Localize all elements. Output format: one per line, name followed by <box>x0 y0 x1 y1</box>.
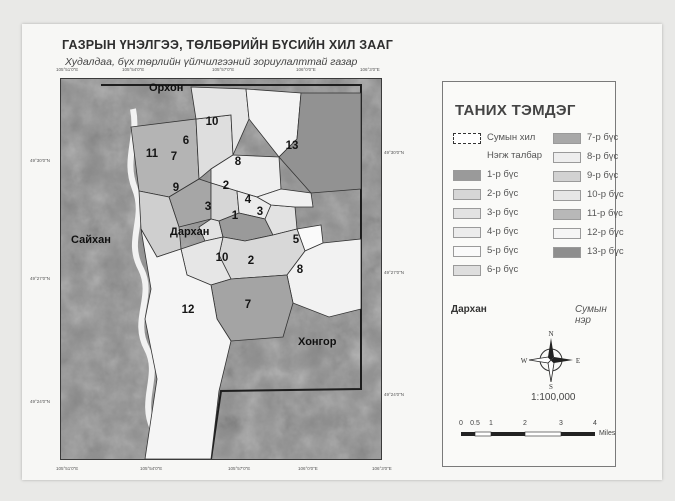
legend-label: 11-р бүс <box>587 208 623 219</box>
legend-label: 4-р бүс <box>487 226 519 237</box>
legend-label: 13-р бүс <box>587 246 624 257</box>
place-label-saikhan: Сайхан <box>71 234 111 246</box>
legend-swatch <box>553 133 581 144</box>
legend-settlement-label: Нэгж талбар <box>487 150 543 161</box>
scale-segment <box>561 432 595 436</box>
legend-swatch <box>553 190 581 201</box>
map-title: ГАЗРЫН ҮНЭЛГЭЭ, ТӨЛБӨРИЙН БҮСИЙН ХИЛ ЗААГ <box>62 38 394 52</box>
zone-number: 8 <box>296 264 304 276</box>
legend-swatch <box>553 171 581 182</box>
zone-number: 7 <box>244 299 252 311</box>
coord-top-5: 106°3'0"E <box>360 67 380 72</box>
scale-tick-label: 3 <box>559 420 563 427</box>
zone-number: 10 <box>215 252 229 264</box>
coord-bottom-3: 105°57'0"E <box>228 466 251 471</box>
legend-swatch <box>553 247 581 258</box>
legend-boundary-label: Сумын хил <box>487 132 536 143</box>
zone-number: 7 <box>170 151 178 163</box>
scale-segment <box>475 432 491 436</box>
scale-tick-label: 2 <box>523 420 527 427</box>
map-subtitle: Худалдаа, бүх төрлийн үйлчилгээний зориулалттай газар <box>65 56 358 68</box>
compass-needle-s <box>548 360 554 382</box>
legend-label: 9-р бүс <box>587 170 619 181</box>
legend-title: ТАНИХ ТЭМДЭГ <box>455 102 576 119</box>
coord-top-1: 105°51'0"E <box>56 67 79 72</box>
legend-swatch <box>453 246 481 257</box>
zone-number: 3 <box>256 206 264 218</box>
legend-sample-name: Дархан <box>451 304 487 315</box>
zone-number: 9 <box>172 182 180 194</box>
legend-label: 3-р бүс <box>487 207 519 218</box>
coord-right-2: 49°27'0"N <box>384 270 405 275</box>
scale-unit: Miles <box>599 430 616 437</box>
zone-number: 1 <box>231 210 239 222</box>
legend-label: 2-р бүс <box>487 188 519 199</box>
legend-label: 5-р бүс <box>487 245 519 256</box>
legend-label: 7-р бүс <box>587 132 619 143</box>
scale-segment <box>491 432 525 436</box>
coord-bottom-5: 106°3'0"E <box>372 466 392 471</box>
scale-tick-label: 4 <box>593 420 597 427</box>
zone-number: 4 <box>244 194 252 206</box>
coord-bottom-1: 105°51'0"E <box>56 466 79 471</box>
legend-label: 8-р бүс <box>587 151 619 162</box>
zone-number: 3 <box>204 201 212 213</box>
coord-top-2: 105°54'0"E <box>122 67 145 72</box>
zone-number: 11 <box>145 148 159 160</box>
zone-number: 8 <box>234 156 242 168</box>
place-label-orkhon: Орхон <box>149 82 184 94</box>
scale-tick-label: 1 <box>489 420 493 427</box>
map-canvas <box>61 79 381 459</box>
legend-label: 12-р бүс <box>587 227 624 238</box>
coord-top-3: 105°57'0"E <box>212 67 235 72</box>
legend-swatch <box>453 265 481 276</box>
zone-number: 13 <box>285 140 299 152</box>
legend-label: 6-р бүс <box>487 264 519 275</box>
coord-right-1: 49°30'0"N <box>384 150 405 155</box>
compass-w: W <box>521 357 528 365</box>
scale-segment <box>461 432 475 436</box>
scale-tick-label: 0 <box>459 420 463 427</box>
place-label-khongor: Хонгор <box>298 336 337 348</box>
legend-swatch <box>453 189 481 200</box>
north-arrow-icon <box>521 330 581 390</box>
coord-left-3: 49°24'0"N <box>30 399 51 404</box>
legend-label: 10-р бүс <box>587 189 624 200</box>
scale-ratio: 1:100,000 <box>531 392 576 403</box>
legend-swatch <box>553 152 581 163</box>
coord-top-4: 106°0'0"E <box>296 67 316 72</box>
map-frame <box>60 78 382 460</box>
zone-number: 12 <box>181 304 195 316</box>
zone-number: 2 <box>222 180 230 192</box>
scale-segment <box>525 432 561 436</box>
legend-swatch <box>453 227 481 238</box>
legend-label: 1-р бүс <box>487 169 519 180</box>
legend-swatch <box>553 209 581 220</box>
scale-bar-graphic <box>459 430 599 440</box>
legend-swatch <box>453 170 481 181</box>
map-legend <box>442 81 624 467</box>
zone-number: 6 <box>182 135 190 147</box>
place-label-darkhan: Дархан <box>170 226 210 238</box>
zone-number: 2 <box>247 255 255 267</box>
coord-bottom-2: 105°54'0"E <box>140 466 163 471</box>
zone-number: 10 <box>205 116 219 128</box>
legend-boundary-swatch <box>453 133 481 144</box>
compass-s: S <box>549 383 553 390</box>
zone-number: 5 <box>292 234 300 246</box>
coord-right-3: 49°24'0"N <box>384 392 405 397</box>
compass-n: N <box>548 330 554 338</box>
scale-tick-label: 0.5 <box>470 420 480 427</box>
compass-needle-w <box>529 357 551 363</box>
coord-bottom-4: 106°0'0"E <box>298 466 318 471</box>
legend-sample-desc: Сумын нэр <box>575 304 607 326</box>
coord-left-1: 49°30'0"N <box>30 158 51 163</box>
compass-e: E <box>575 357 581 365</box>
legend-swatch <box>453 208 481 219</box>
coord-left-2: 49°27'0"N <box>30 276 51 281</box>
legend-swatch <box>553 228 581 239</box>
